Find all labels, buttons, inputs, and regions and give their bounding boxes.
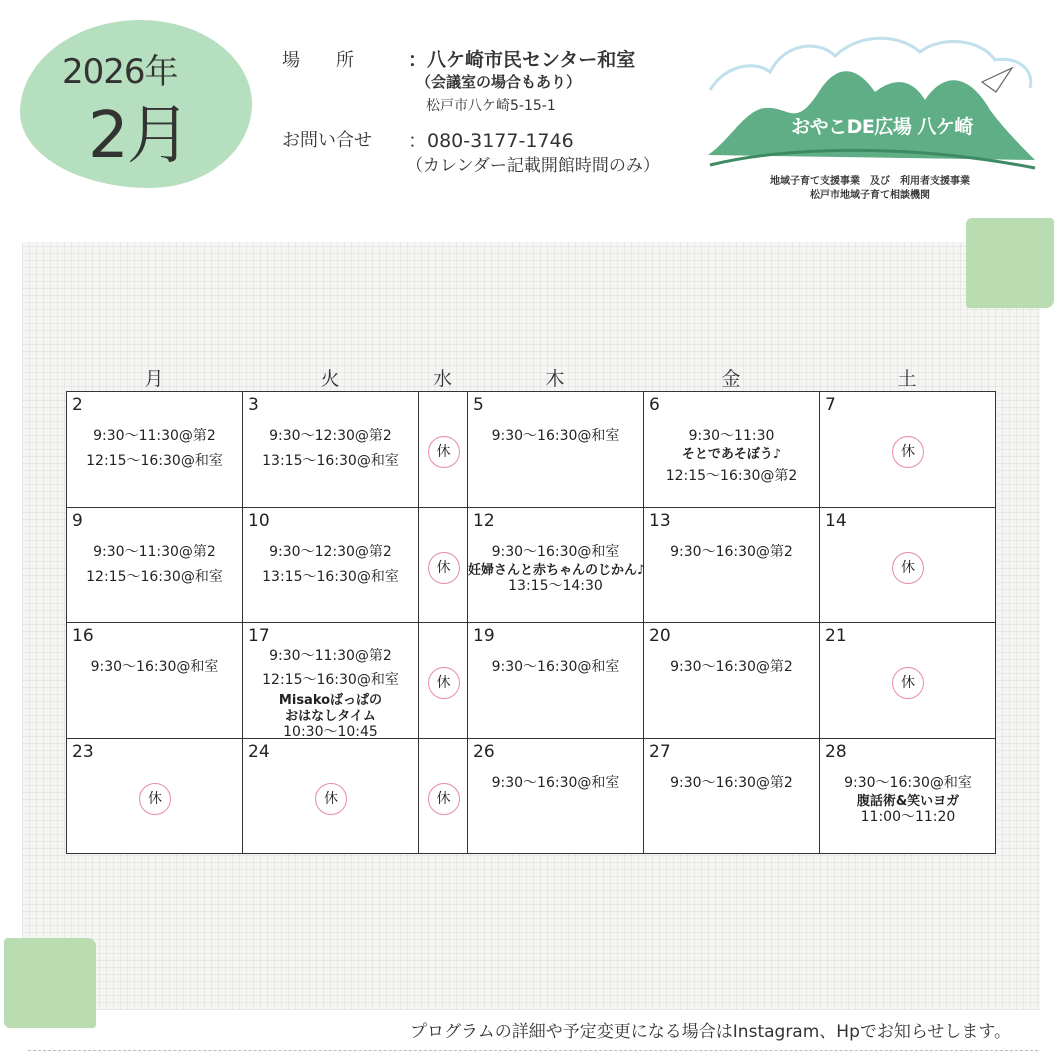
schedule-line: 9:30〜12:30@第2 — [269, 543, 392, 560]
leaf-decoration-icon — [966, 218, 1054, 308]
schedule-line: 9:30〜16:30@和室 — [844, 774, 972, 791]
closed-day-badge: 休 — [892, 667, 924, 699]
calendar-day-cell — [419, 392, 468, 508]
calendar-day-cell — [67, 739, 243, 855]
calendar-day-cell — [243, 623, 419, 739]
schedule-line: 13:15〜14:30 — [508, 577, 603, 594]
calendar-day-cell — [820, 623, 996, 739]
schedule-line: 9:30〜16:30@和室 — [90, 659, 219, 675]
logo-title: おやこDE広場 八ケ崎 — [791, 116, 973, 138]
day-number: 17 — [248, 626, 270, 646]
schedule-line: 9:30〜16:30@第2 — [670, 774, 793, 791]
year-label: 2026年 — [62, 52, 178, 92]
schedule-line: 13:15〜16:30@和室 — [262, 568, 399, 585]
calendar-day-cell — [243, 739, 419, 855]
weekday-tue: 火 — [320, 368, 340, 390]
closed-day-badge: 休 — [139, 783, 171, 815]
calendar-grid — [66, 391, 996, 854]
day-number: 19 — [473, 626, 495, 646]
schedule-line: 妊婦さんと赤ちゃんのじかん♪ — [468, 562, 646, 578]
day-number: 10 — [248, 510, 270, 531]
schedule-line: 12:15〜16:30@第2 — [665, 468, 798, 484]
calendar-day-cell — [468, 392, 644, 508]
day-number: 3 — [248, 395, 259, 415]
day-number: 12 — [473, 510, 495, 531]
logo — [700, 30, 1040, 200]
weekday-mon: 月 — [144, 368, 164, 390]
day-number: 14 — [825, 510, 847, 531]
calendar-day-cell — [644, 739, 820, 855]
closed-day-badge: 休 — [315, 783, 347, 815]
schedule-line: 9:30〜16:30@和室 — [491, 543, 620, 560]
weekday-sat: 土 — [897, 368, 917, 390]
schedule-line: 9:30〜11:30 — [688, 428, 775, 444]
day-number: 27 — [649, 741, 671, 762]
schedule-line: 9:30〜16:30@第2 — [670, 543, 793, 560]
day-number: 13 — [649, 510, 671, 531]
calendar-day-cell — [468, 623, 644, 739]
schedule-line: 9:30〜11:30@第2 — [269, 648, 392, 664]
calendar-day-cell — [243, 508, 419, 624]
calendar-day-cell — [67, 623, 243, 739]
calendar-day-cell — [67, 392, 243, 508]
calendar-day-cell — [243, 392, 419, 508]
place-note: （会議室の場合もあり） — [416, 73, 582, 91]
calendar-day-cell — [644, 623, 820, 739]
calendar-day-cell — [820, 739, 996, 855]
calendar-day-cell — [820, 508, 996, 624]
closed-day-badge: 休 — [428, 436, 460, 468]
day-number: 26 — [473, 741, 495, 762]
contact-label: お問い合せ — [282, 130, 372, 151]
place-label: 場 所 — [282, 50, 354, 71]
schedule-line: 12:15〜16:30@和室 — [86, 568, 223, 585]
footer-note: プログラムの詳細や予定変更になる場合はInstagram、Hpでお知らせします。 — [409, 1022, 1011, 1042]
day-number: 20 — [649, 626, 671, 646]
day-number: 5 — [473, 395, 484, 415]
calendar-day-cell — [468, 508, 644, 624]
closed-day-badge: 休 — [428, 552, 460, 584]
closed-day-badge: 休 — [428, 783, 460, 815]
calendar-day-cell — [468, 739, 644, 855]
schedule-line: 9:30〜16:30@和室 — [491, 428, 620, 444]
schedule-line: おはなしタイム — [285, 709, 376, 724]
schedule-line: 9:30〜11:30@第2 — [93, 428, 216, 444]
calendar-day-cell — [419, 739, 468, 855]
closed-day-badge: 休 — [892, 436, 924, 468]
schedule-line: 12:15〜16:30@和室 — [262, 672, 399, 688]
schedule-line: 腹話術&笑いヨガ — [856, 793, 960, 809]
calendar-day-cell — [67, 508, 243, 624]
day-number: 7 — [825, 395, 836, 415]
schedule-line: Misakoばっぱの — [278, 693, 383, 708]
closed-day-badge: 休 — [892, 552, 924, 584]
schedule-line: 13:15〜16:30@和室 — [262, 453, 399, 469]
schedule-line: そとであそぼう♪ — [681, 447, 782, 462]
logo-subtitle-1: 地域子育て支援事業 及び 利用者支援事業 — [770, 176, 970, 187]
day-number: 21 — [825, 626, 847, 646]
day-number: 23 — [72, 741, 94, 762]
logo-subtitle-2: 松戸市地域子育て相談機関 — [810, 190, 930, 201]
schedule-line: 9:30〜16:30@第2 — [670, 659, 793, 675]
schedule-line: 9:30〜16:30@和室 — [491, 774, 620, 791]
schedule-line: 9:30〜12:30@第2 — [269, 428, 392, 444]
schedule-line: 9:30〜11:30@第2 — [93, 543, 216, 560]
closed-day-badge: 休 — [428, 667, 460, 699]
schedule-line: 9:30〜16:30@和室 — [491, 659, 620, 675]
schedule-line: 12:15〜16:30@和室 — [86, 453, 223, 469]
calendar-day-cell — [820, 392, 996, 508]
contact-note: （カレンダー記載開館時間のみ） — [406, 156, 660, 176]
day-number: 16 — [72, 626, 94, 646]
day-number: 9 — [72, 510, 83, 531]
leaf-decoration-icon — [4, 938, 96, 1028]
address: 松戸市八ケ崎5-15-1 — [426, 98, 556, 114]
calendar-day-cell — [419, 623, 468, 739]
calendar-day-cell — [419, 508, 468, 624]
weekday-thu: 木 — [545, 368, 565, 390]
footer-divider — [28, 1050, 1038, 1051]
contact-phone: ：080-3177-1746 — [408, 130, 574, 152]
schedule-line: 11:00〜11:20 — [860, 808, 956, 825]
weekday-wed: 水 — [432, 368, 452, 390]
calendar-day-cell — [644, 392, 820, 508]
info-block — [282, 42, 702, 192]
weekday-fri: 金 — [721, 368, 741, 390]
schedule-line: 10:30〜10:45 — [283, 724, 378, 740]
day-number: 6 — [649, 395, 660, 415]
day-number: 2 — [72, 395, 83, 415]
day-number: 24 — [248, 741, 270, 762]
place-value: ：八ケ崎市民センター和室 — [408, 49, 636, 71]
calendar-day-cell — [644, 508, 820, 624]
month-label: 2月 — [88, 99, 189, 173]
day-number: 28 — [825, 741, 847, 762]
